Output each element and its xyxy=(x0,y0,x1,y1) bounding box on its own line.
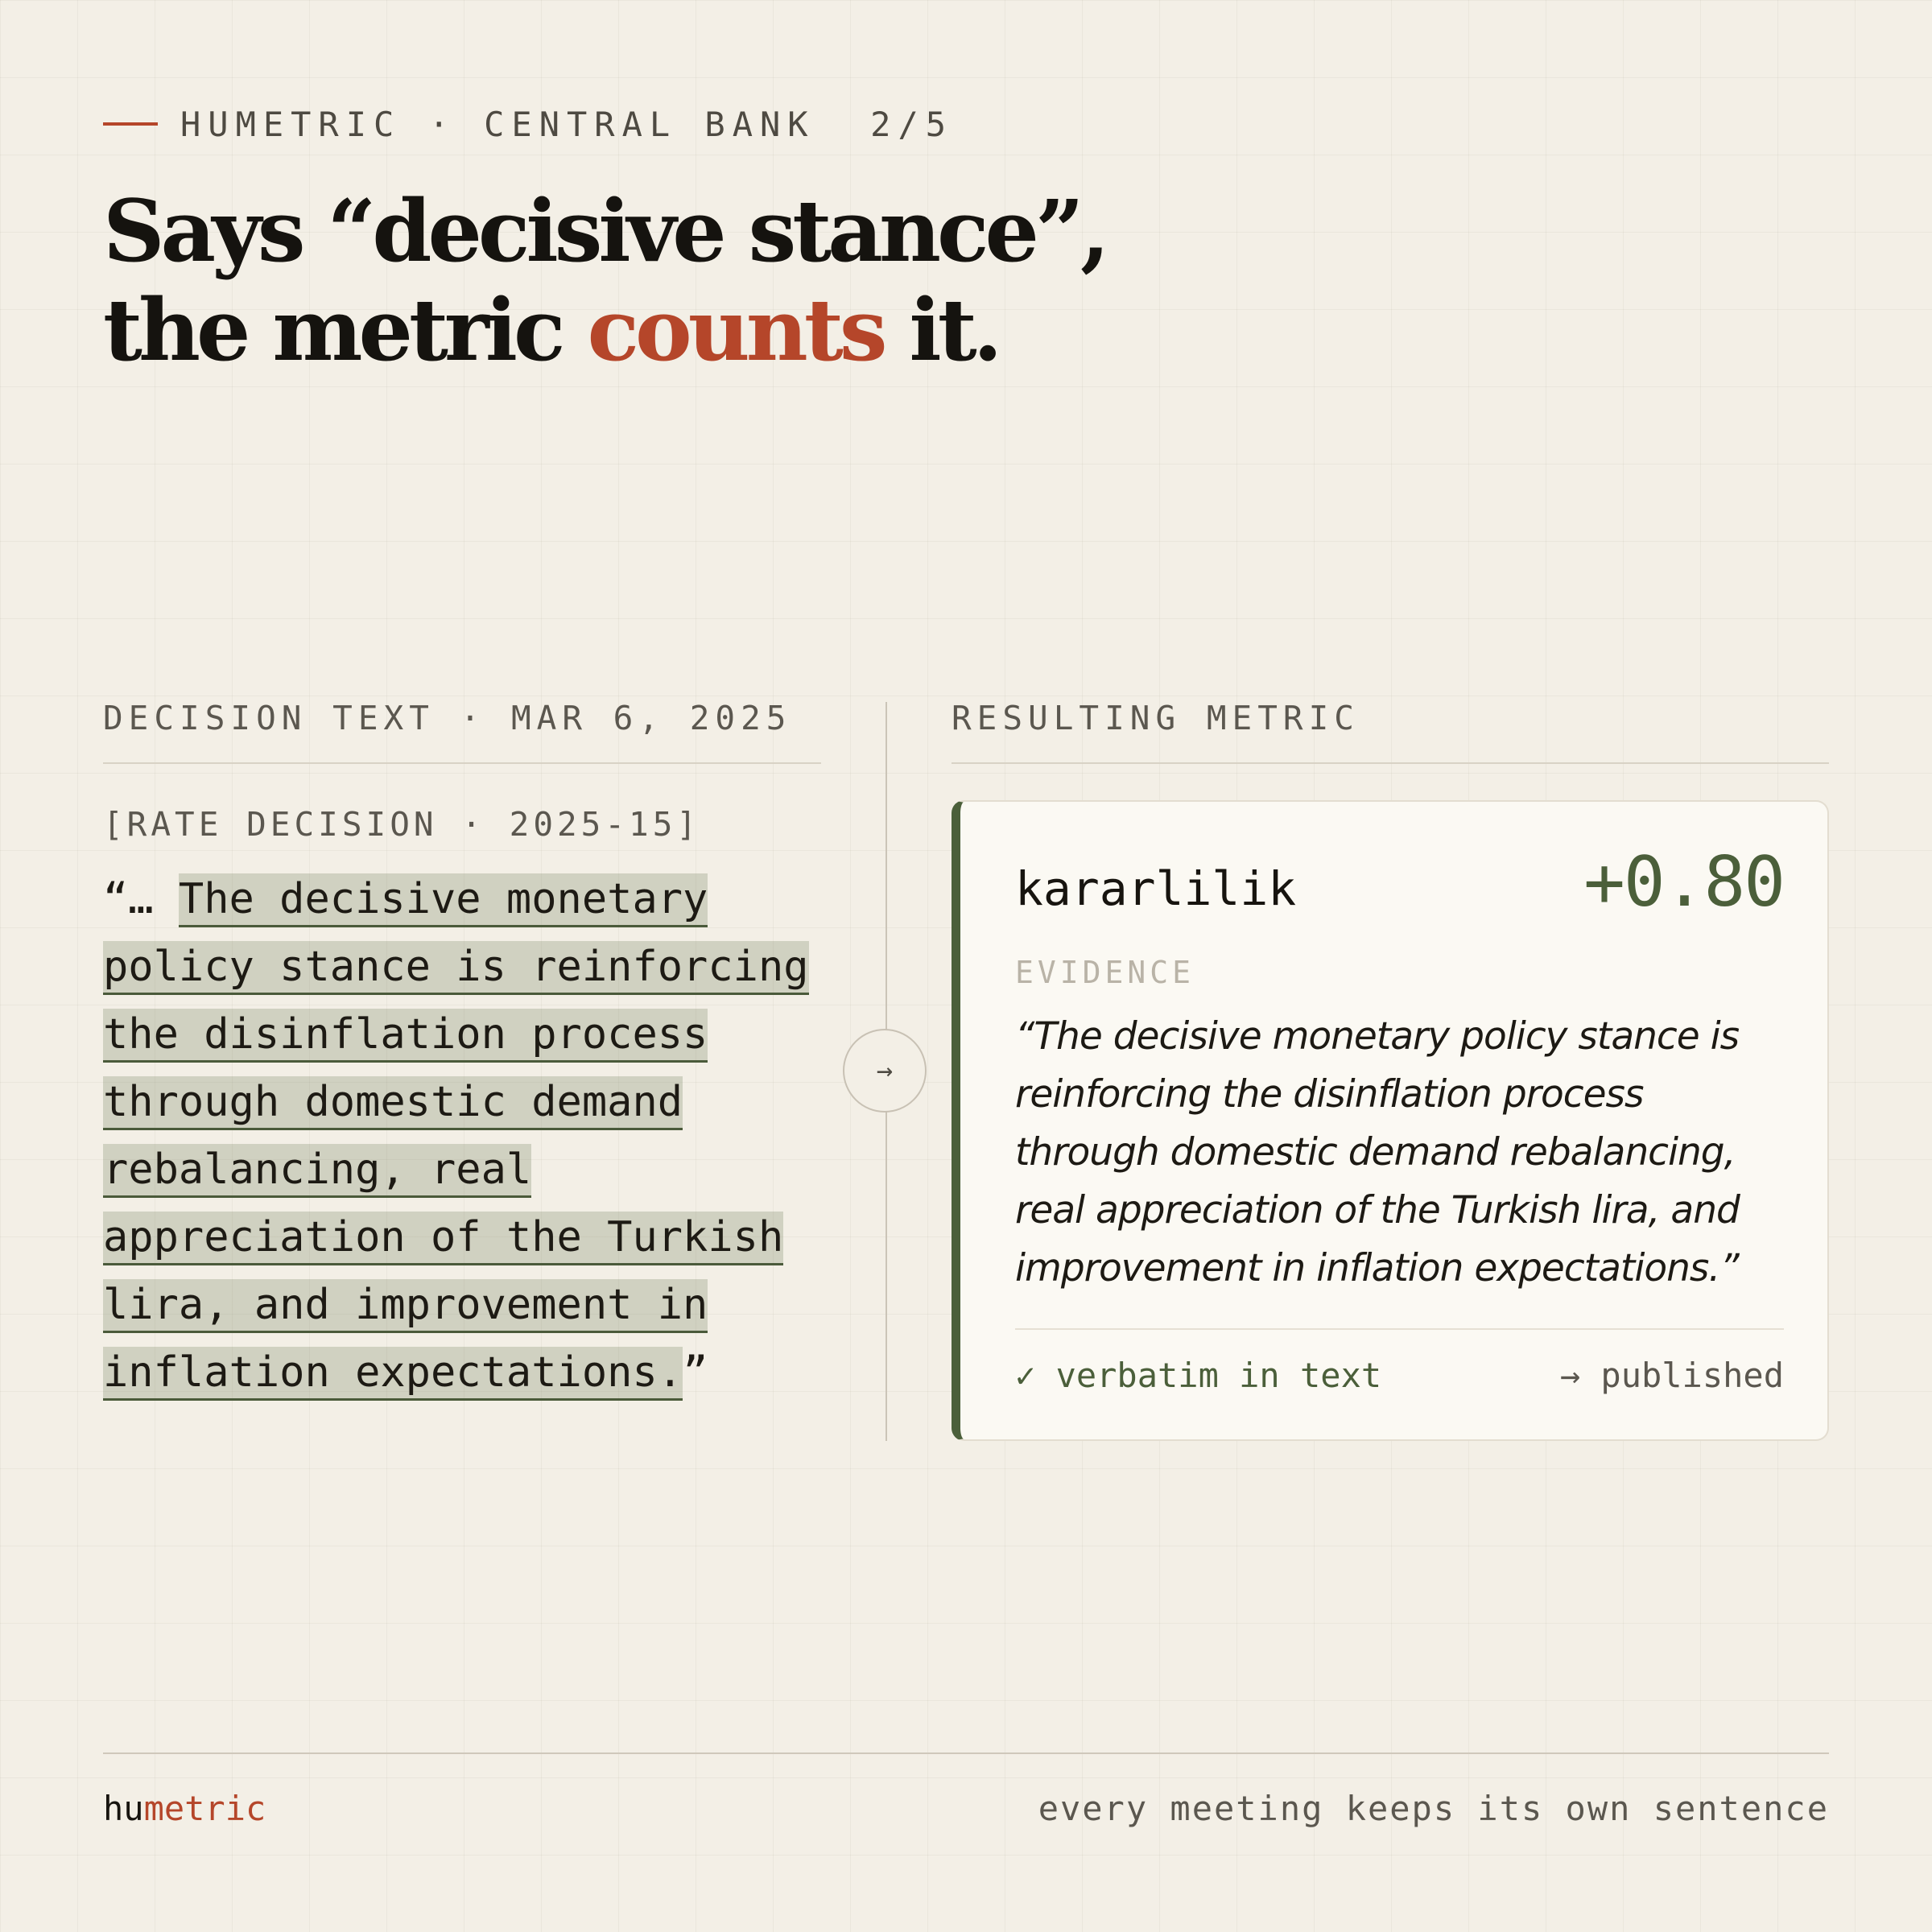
right-column-rule xyxy=(952,762,1829,764)
page-title xyxy=(103,181,1106,379)
quote-highlight: The decisive monetary policy stance is reinforcing the disinflation process through domestic demand rebalancing, real appreciation of the Turkish lira, and improvement in inflation expectations. xyxy=(103,873,809,1401)
headline-line-2-end: it. xyxy=(883,279,999,380)
quote-close-mark: ” xyxy=(683,1348,708,1397)
metric-name: kararlilik xyxy=(1015,861,1297,916)
headline-line-2-start: the metric xyxy=(103,279,588,380)
brand-hu: hu xyxy=(103,1789,144,1828)
resulting-metric-label: RESULTING METRIC xyxy=(952,699,1360,737)
brand-metric: metric xyxy=(143,1789,266,1828)
decision-quote xyxy=(103,865,828,1406)
verbatim-status: ✓ verbatim in text xyxy=(1015,1356,1382,1395)
metric-value: +0.80 xyxy=(1583,842,1784,923)
card-divider xyxy=(1015,1328,1784,1330)
metric-card xyxy=(952,800,1829,1441)
evidence-text: “The decisive monetary policy stance is reinforcing the disinflation process through domestic demand rebalancing, real appreciation of the Turkish lira, and improvement in inflation expectations.” xyxy=(1015,1014,1740,1290)
headline-line-1: Says “decisive stance”, xyxy=(103,180,1106,281)
published-status: → published xyxy=(1559,1356,1784,1395)
footer-tagline: every meeting keeps its own sentence xyxy=(1038,1789,1829,1828)
quote-open-mark: “… xyxy=(103,875,179,923)
headline-accent-word: counts xyxy=(587,279,884,380)
evidence-label: EVIDENCE xyxy=(1015,955,1195,990)
kicker-text: HUMETRIC · CENTRAL BANK xyxy=(180,104,815,144)
decision-tag: [RATE DECISION · 2025-15] xyxy=(103,805,701,844)
footer-rule xyxy=(103,1752,1829,1754)
left-column-rule xyxy=(103,762,821,764)
brand-logo xyxy=(103,1789,266,1828)
arrow-right-icon: → xyxy=(843,1029,927,1113)
header-kicker xyxy=(103,103,953,145)
page-indicator: 2/5 xyxy=(870,104,954,144)
accent-rule xyxy=(103,122,158,126)
decision-text-label: DECISION TEXT · MAR 6, 2025 xyxy=(103,699,792,737)
